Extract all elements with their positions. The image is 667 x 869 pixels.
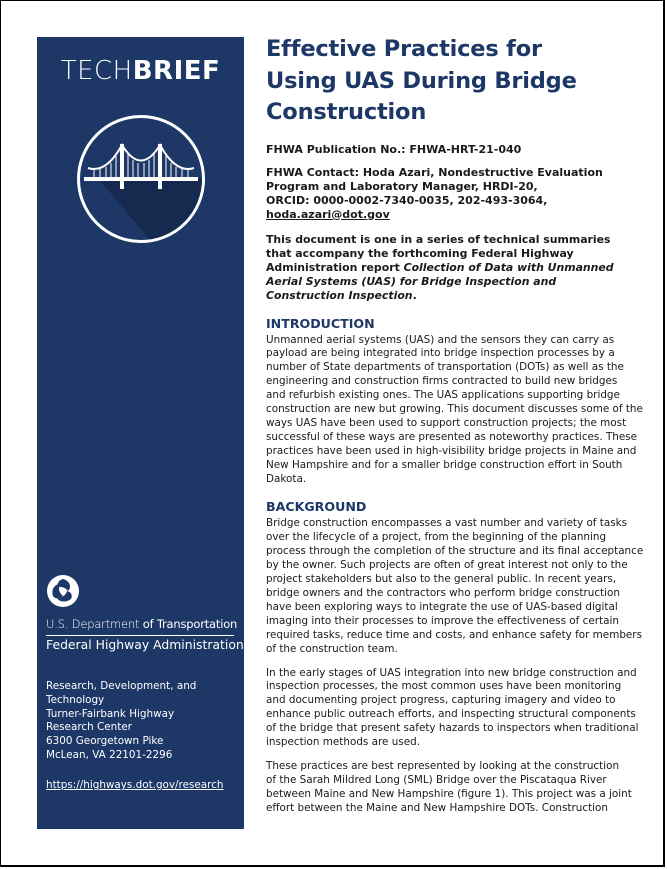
text-line: by the owner. Such projects are often of great interest not only to the xyxy=(266,559,628,572)
contact-line: FHWA Contact: Hoda Azari, Nondestructive Evaluation xyxy=(266,165,603,179)
bridge-cable xyxy=(88,145,194,169)
text-line: engineering and construction firms contracted to build new bridges xyxy=(266,375,618,388)
bridge-icon xyxy=(77,115,205,243)
text-line: Bridge construction encompasses a vast number and variety of tasks xyxy=(266,517,628,530)
address-line: McLean, VA 22101-2296 xyxy=(46,748,173,761)
text-line: These practices are best represented by looking at the construction xyxy=(266,759,620,772)
title-line: Using UAS During Bridge xyxy=(266,67,577,94)
bridge-logo-graphic xyxy=(80,118,202,240)
background-heading: BACKGROUND xyxy=(266,499,367,515)
text-line: effort between the Maine and New Hampshire DOTs. Construction xyxy=(266,801,608,814)
report-title-text: Construction Inspection xyxy=(266,288,413,302)
text-line: payload are being integrated into bridge inspection processes by a xyxy=(266,347,615,360)
dot-name-part1: U.S. Department xyxy=(46,617,140,631)
text-line: practices have been used in high-visibility bridge projects in Maine and xyxy=(266,444,637,457)
text-line: of the construction team. xyxy=(266,642,398,655)
contact-block xyxy=(266,166,636,222)
contact-line: Program and Laboratory Manager, HRDI-20, xyxy=(266,179,538,193)
background-paragraph-3 xyxy=(266,760,636,816)
text-line: over the lifecycle of a project, from the beginning of the planning xyxy=(266,531,607,544)
dot-name xyxy=(46,617,237,631)
text-line: bridge owners and the contractors who perform bridge construction xyxy=(266,587,620,599)
text-line: construction are new but growing. This document discusses some of the xyxy=(266,403,643,416)
contact-line: ORCID: 0000-0002-7340-0035, 202-493-3064, xyxy=(266,193,548,207)
contact-email-link[interactable]: hoda.azari@dot.gov xyxy=(266,207,390,221)
bridge-base-right xyxy=(158,181,162,189)
summary-block xyxy=(266,233,636,303)
main-content xyxy=(266,34,644,816)
dot-name-part2: of Transportation xyxy=(139,617,238,631)
summary-text: Administration report xyxy=(266,260,404,274)
text-line: Dakota. xyxy=(266,472,307,485)
summary-line: that accompany the forthcoming Federal Highway xyxy=(266,246,574,260)
text-line: imaging into their processes to improve the effectiveness of certain xyxy=(266,614,619,627)
summary-line: This document is one in a series of technical summaries xyxy=(266,232,611,246)
address-block xyxy=(46,680,236,763)
address-line: Research Center xyxy=(46,721,132,734)
bridge-hangers xyxy=(94,154,188,178)
sidebar xyxy=(37,37,244,829)
bridge-base-left xyxy=(120,181,124,189)
text-line: inspection methods are used. xyxy=(266,736,421,749)
address-line: Research, Development, and xyxy=(46,680,197,692)
agency-name: Federal Highway Administration xyxy=(46,637,244,652)
text-line: and documenting project progress, capturing imagery and video to xyxy=(266,694,616,707)
text-line: and refurbish existing ones. The UAS applications supporting bridge xyxy=(266,389,620,402)
report-title-text: Collection of Data with Unmanned xyxy=(403,260,614,274)
introduction-paragraph xyxy=(266,333,643,487)
text-line: New Hampshire and for a smaller bridge construction effort in South xyxy=(266,458,623,471)
title-line: Construction xyxy=(266,99,427,125)
text-line: In the early stages of UAS integration into new bridge construction and xyxy=(266,666,637,679)
background-paragraph-2 xyxy=(266,666,639,750)
summary-text: . xyxy=(412,288,417,302)
text-line: have been exploring ways to integrate the use of UAS-based digital xyxy=(266,600,618,613)
dot-emblem-icon xyxy=(46,574,80,608)
text-line: Unmanned aerial systems (UAS) and the sensors they can carry as xyxy=(266,333,615,346)
introduction-heading: INTRODUCTION xyxy=(266,315,375,331)
text-line: project stakeholders but also to the general public. In recent years, xyxy=(266,573,617,586)
text-line: required tasks, reduce time and costs, and enhance safety for members xyxy=(266,628,642,641)
techbrief-brand xyxy=(37,57,244,85)
summary-line xyxy=(266,289,636,303)
text-line: between Maine and New Hampshire (figure 1). This project was a joint xyxy=(266,787,632,800)
address-line: 6300 Georgetown Pike xyxy=(46,735,164,748)
report-title-text: Aerial Systems (UAS) for Bridge Inspection and xyxy=(266,274,557,288)
text-line: successful of these ways are presented as noteworthy practices. These xyxy=(266,430,638,443)
text-line: process through the completion of the structure and its final acceptance xyxy=(266,545,644,558)
address-line: Technology xyxy=(46,693,105,706)
address-line: Turner-Fairbank Highway xyxy=(46,707,175,720)
text-line: of the Sarah Mildred Long (SML) Bridge over the Piscataqua River xyxy=(266,773,607,786)
brand-part-brief: BRIEF xyxy=(132,56,221,86)
text-line: inspection processes, the most common uses have been monitoring xyxy=(266,680,622,693)
brand-part-tech: TECH xyxy=(60,56,133,86)
background-paragraph-1 xyxy=(266,517,644,656)
publication-number: FHWA Publication No.: FHWA-HRT-21-040 xyxy=(266,142,522,156)
text-line: number of State departments of transportation (DOTs) as well as the xyxy=(266,361,624,374)
title-line: Effective Practices for xyxy=(266,36,542,62)
logo-shadow xyxy=(98,178,202,240)
dot-divider xyxy=(46,635,234,636)
summary-line xyxy=(266,261,636,275)
page-title xyxy=(266,34,636,129)
text-line: enhance public outreach efforts, and inspecting structural components xyxy=(266,708,636,721)
text-line: of the bridge that present safety hazards to inspectors when traditional xyxy=(266,722,639,735)
bridge-deck xyxy=(84,177,198,181)
text-line: ways UAS have been used to support construction projects; the most xyxy=(266,416,627,429)
research-link[interactable]: https://highways.dot.gov/research xyxy=(46,779,224,791)
